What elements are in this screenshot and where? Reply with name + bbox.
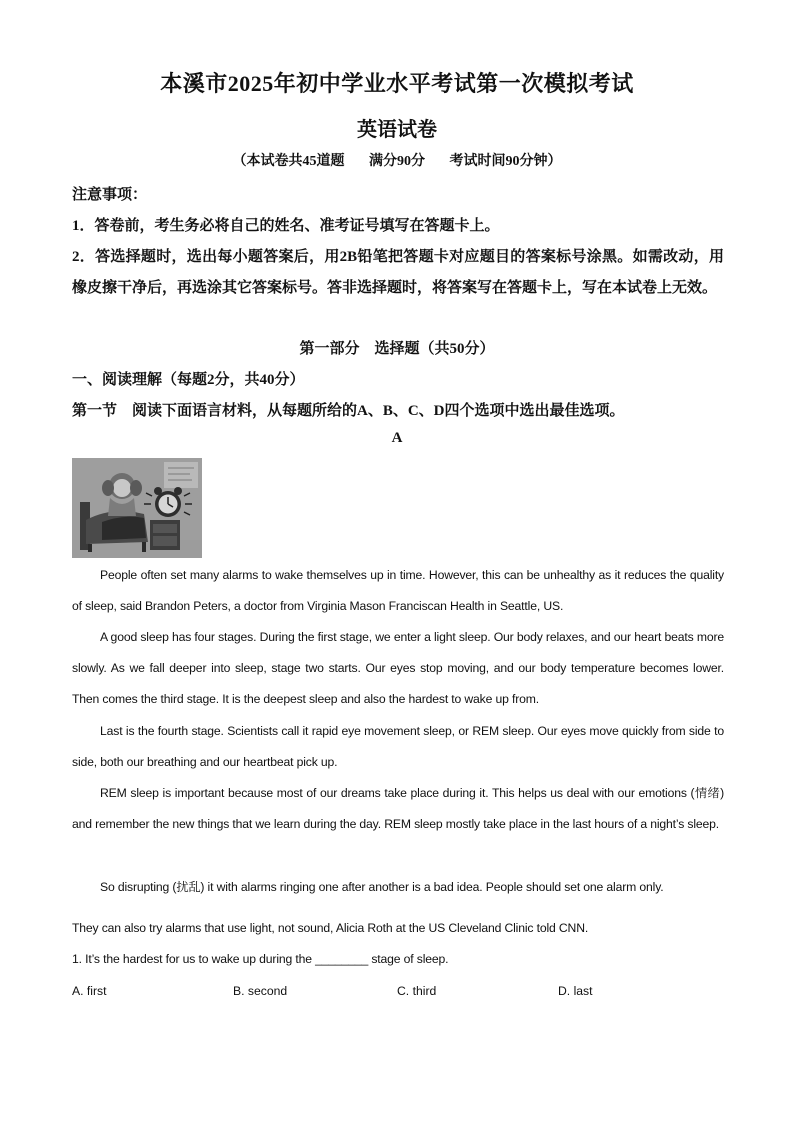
question-1-stem: 1. It’s the hardest for us to wake up during the ________ stage of sleep.	[72, 952, 449, 966]
notice-item-2: 2．答选择题时，选出每小题答案后，用2B铅笔把答题卡对应题目的答案标号涂黑。如需改动，用橡皮擦干净后，再选涂其它答案标号。答非选择题时，将答案写在答题卡上，写在本试卷上无效。	[72, 249, 724, 296]
exam-title: 本溪市2025年初中学业水平考试第一次模拟考试	[160, 71, 634, 96]
subsection-heading: 第一节 阅读下面语言材料，从每题所给的A、B、C、D四个选项中选出最佳选项。	[72, 403, 625, 419]
passage-paragraph-1: People often set many alarms to wake themselves up in time. However, this can be unhealthy as it reduces the quality of sleep, said Brandon Peters, a doctor from Virginia Mason Franciscan Health in Seattle, US.	[72, 568, 724, 614]
notice-heading: 注意事项：	[72, 187, 148, 203]
meta-exam-time: 考试时间90分钟）	[449, 154, 562, 169]
question-1-option-a: A. first	[72, 984, 107, 998]
exam-meta	[0, 150, 794, 170]
question-1-option-d: D. last	[558, 984, 593, 998]
passage-paragraph-3: Last is the fourth stage. Scientists call it rapid eye movement sleep, or REM sleep. Our eyes move quickly from side to side, both our breathing and our heartbeat pick up.	[72, 724, 724, 770]
passage-paragraph-2: A good sleep has four stages. During the first stage, we enter a light sleep. Our body relaxes, and our heart beats more slowly. As we fall deeper into sleep, stage two starts. Our eyes stop moving, and our body temperature becomes lower. Then comes the third stage. It is the deepest sleep and also the hardest to wake up from.	[72, 630, 724, 707]
meta-full-score: 满分90分	[369, 154, 425, 169]
notice-item-1: 1．答卷前，考生务必将自己的姓名、准考证号填写在答题卡上。	[72, 218, 500, 234]
part-one-heading: 第一部分 选择题（共50分）	[299, 341, 495, 357]
question-1-option-c: C. third	[397, 984, 437, 998]
passage-label: A	[391, 430, 403, 446]
exam-subtitle: 英语试卷	[357, 119, 437, 141]
sleeping-person-alarm-clock-image	[72, 458, 202, 558]
passage-paragraph-6: They can also try alarms that use light, not sound, Alicia Roth at the US Cleveland Clinic told CNN.	[72, 921, 589, 935]
passage-paragraph-4: REM sleep is important because most of our dreams take place during it. This helps us deal with our emotions (情绪) and remember the new things that we learn during the day. REM sleep mostly take place in the last hours of a night’s sleep.	[72, 786, 724, 832]
meta-question-count: （本试卷共45道题	[232, 154, 345, 169]
section-heading: 一、阅读理解（每题2分，共40分）	[72, 372, 305, 388]
passage-paragraph-5: So disrupting (扰乱) it with alarms ringing one after another is a bad idea. People should set one alarm only.	[100, 880, 664, 894]
question-1-option-b: B. second	[233, 984, 288, 998]
